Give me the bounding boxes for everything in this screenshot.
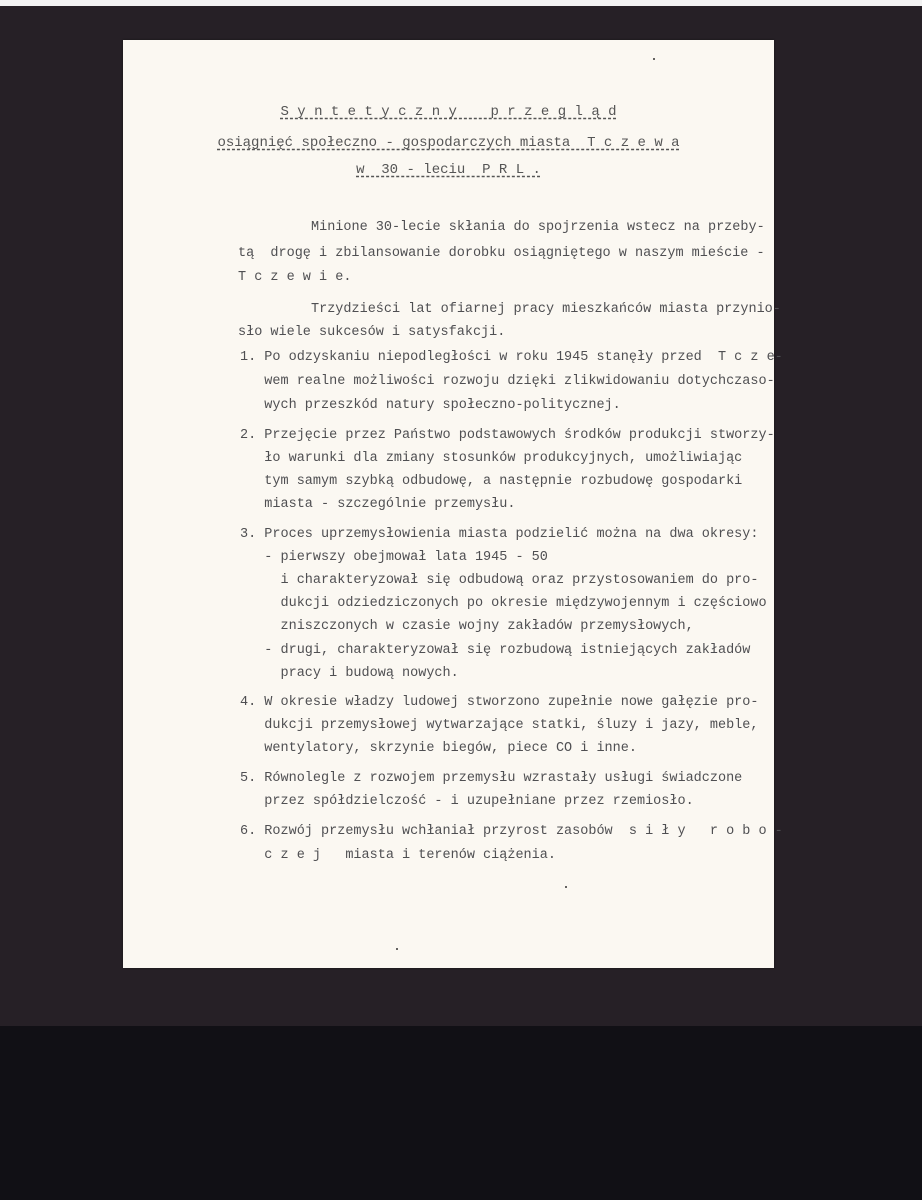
paper-speck bbox=[565, 886, 567, 888]
list-item-line: 4. W okresie władzy ludowej stworzono zupełnie nowe gałęzie pro- bbox=[240, 695, 759, 710]
intro-line: Minione 30-lecie skłania do spojrzenia wstecz na przeby- bbox=[311, 220, 765, 235]
list-item-line: i charakteryzował się odbudową oraz przystosowaniem do pro- bbox=[240, 573, 759, 588]
list-item-line: 2. Przejęcie przez Państwo podstawowych środków produkcji stworzy- bbox=[240, 428, 775, 443]
paper-speck bbox=[653, 58, 655, 60]
list-item-line: dukcji przemysłowej wytwarzające statki, śluzy i jazy, meble, bbox=[240, 718, 759, 733]
list-item-line: dukcji odziedziczonych po okresie międzywojennym i częściowo bbox=[240, 596, 767, 611]
list-item-line: - drugi, charakteryzował się rozbudową istniejących zakładów bbox=[240, 643, 751, 658]
list-item-line: miasta - szczególnie przemysłu. bbox=[240, 497, 516, 512]
title-line-1: S y n t e t y c z n y p r z e g l ą d bbox=[280, 104, 617, 120]
paragraph-line: sło wiele sukcesów i satysfakcji. bbox=[238, 325, 506, 340]
title-line-3: w 30 - leciu P R L . bbox=[356, 162, 541, 178]
intro-line: T c z e w i e. bbox=[238, 270, 352, 285]
list-item-line: wem realne możliwości rozwoju dzięki zlikwidowaniu dotychczaso- bbox=[240, 374, 775, 389]
title-line-2: osiągnięć społeczno - gospodarczych miasta T c z e w a bbox=[217, 135, 680, 151]
list-item-line: pracy i budową nowych. bbox=[240, 666, 459, 681]
paragraph-line: Trzydzieści lat ofiarnej pracy mieszkańców miasta przynio- bbox=[311, 302, 781, 317]
list-item-line: 5. Równolegle z rozwojem przemysłu wzrastały usługi świadczone bbox=[240, 771, 743, 786]
list-item-line: wych przeszkód natury społeczno-politycznej. bbox=[240, 398, 621, 413]
list-item-line: c z e j miasta i terenów ciążenia. bbox=[240, 848, 556, 863]
paper-speck bbox=[396, 948, 398, 950]
scanner-top-strip bbox=[0, 0, 922, 6]
list-item-line: przez spółdzielczość - i uzupełniane przez rzemiosło. bbox=[240, 794, 694, 809]
list-item-line: zniszczonych w czasie wojny zakładów przemysłowych, bbox=[240, 619, 694, 634]
list-item-line: 1. Po odzyskaniu niepodległości w roku 1945 stanęły przed T c z e- bbox=[240, 350, 783, 365]
list-item-line: - pierwszy obejmował lata 1945 - 50 bbox=[240, 550, 548, 565]
list-item-line: 3. Proces uprzemysłowienia miasta podzielić można na dwa okresy: bbox=[240, 527, 759, 542]
document-page bbox=[123, 40, 783, 968]
intro-line: tą drogę i zbilansowanie dorobku osiągniętego w naszym mieście - bbox=[238, 246, 765, 261]
scanner-background bbox=[0, 1026, 922, 1200]
list-item-line: tym samym szybką odbudowę, a następnie rozbudowę gospodarki bbox=[240, 474, 743, 489]
list-item-line: ło warunki dla zmiany stosunków produkcyjnych, umożliwiając bbox=[240, 451, 743, 466]
list-item-line: 6. Rozwój przemysłu wchłaniał przyrost zasobów s i ł y r o b o - bbox=[240, 824, 783, 839]
list-item-line: wentylatory, skrzynie biegów, piece CO i inne. bbox=[240, 741, 637, 756]
